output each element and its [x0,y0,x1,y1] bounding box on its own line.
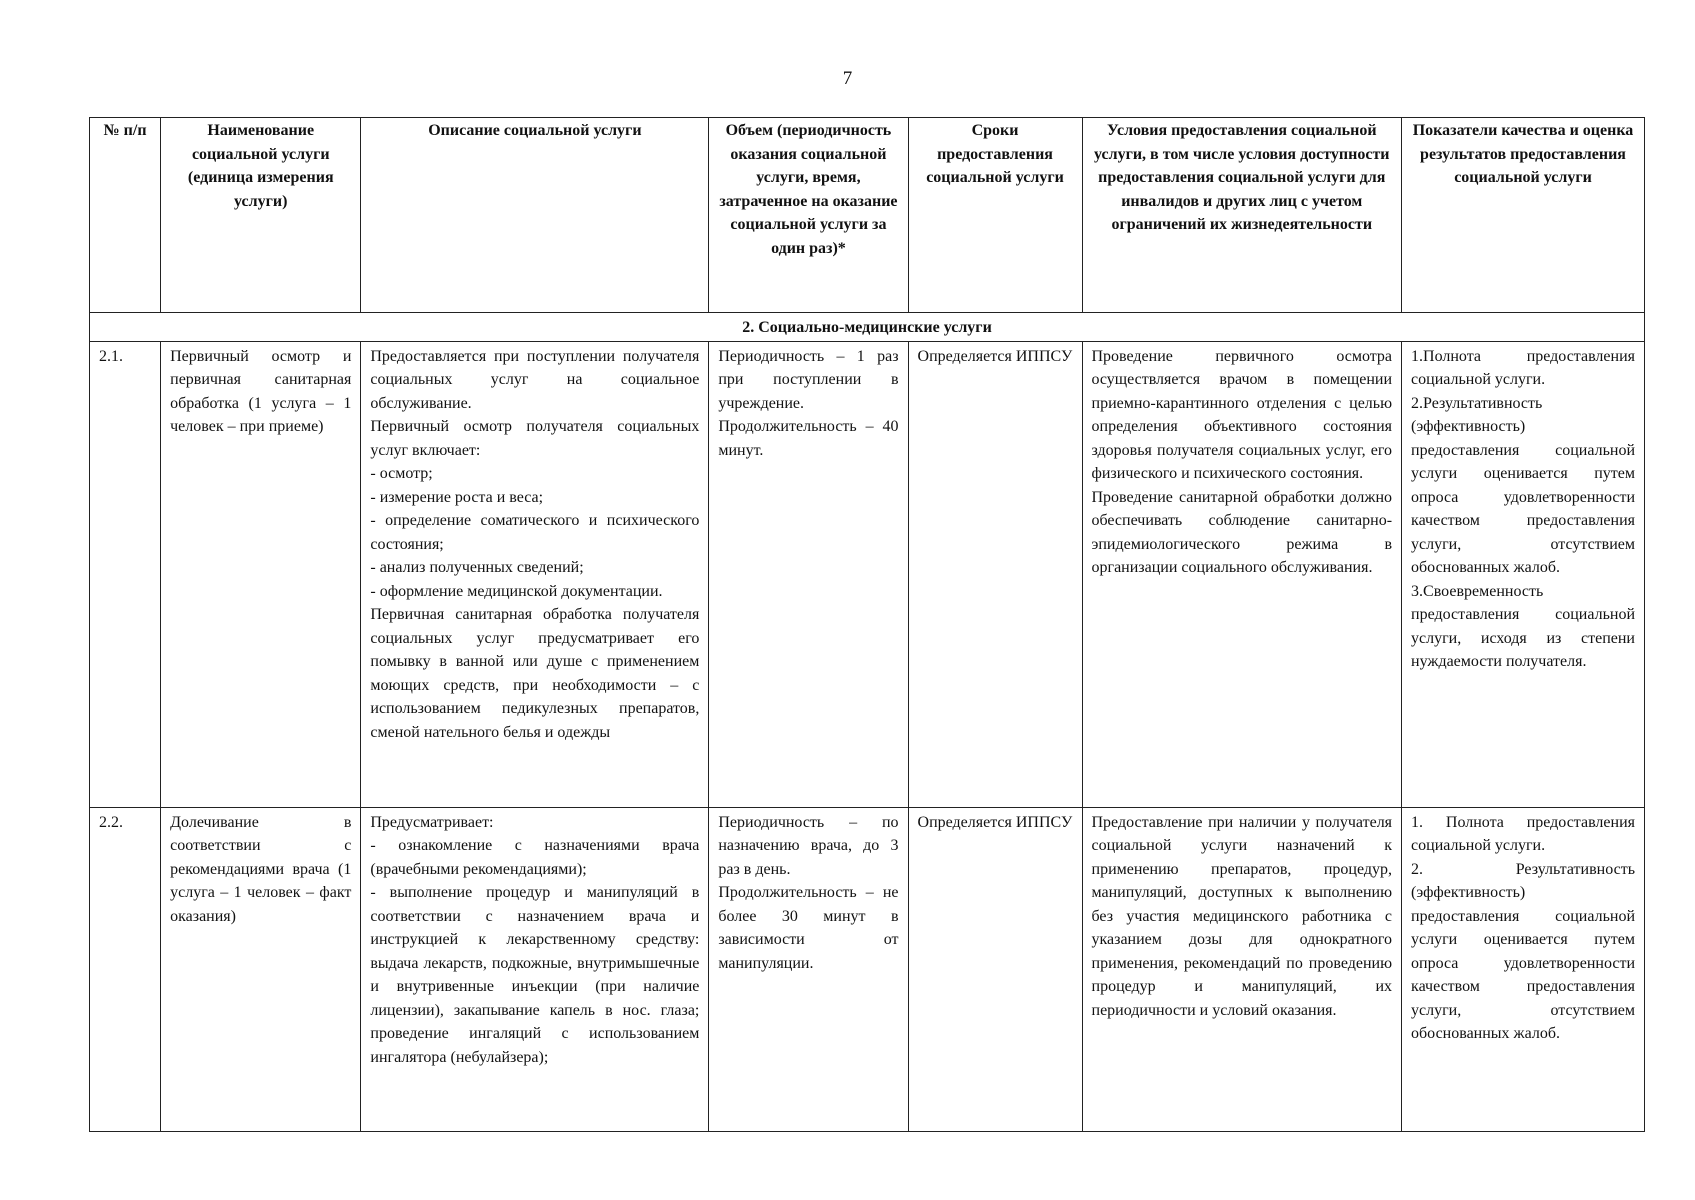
header-volume: Объем (периодичность оказания социальной услуги, время, затраченное на оказание социальной услуги за один раз)* [709,118,908,313]
row-num: 2.1. [90,341,161,807]
row-description [361,807,709,1131]
header-description: Описание социальной услуги [361,118,709,313]
description-line: Первичная санитарная обработка получателя социальных услуг предусматривает его помывку в ванной или душе с применением моющих средств, при необходимости – с использованием педикулезных препаратов, сменой нательного белья и одежды [370,606,700,741]
volume-line: Периодичность – по назначению врача, до 3 раз в день. [718,813,899,878]
volume-line: Продолжительность – не более 30 минут в зависимости от манипуляции. [718,884,899,972]
header-quality: Показатели качества и оценка результатов предоставления социальной услуги [1402,118,1645,313]
quality-line: 2. Результативность (эффективность) предоставления социальной услуги оценивается путем опроса удовлетворенности качеством предоставления услуги, отсутствием обоснованных жалоб. [1411,860,1635,1042]
page-number: 7 [842,68,853,89]
table-row [90,341,1645,807]
description-line: - измерение роста и веса; [370,488,544,506]
row-volume [709,341,908,807]
row-description [361,341,709,807]
row-volume [709,807,908,1131]
section-row [90,313,1645,342]
quality-line: 1.Полнота предоставления социальной услуги. [1411,347,1635,388]
row-terms: Определяется ИППСУ [908,807,1082,1131]
volume-line: Периодичность – 1 раз при поступлении в учреждение. [718,347,899,412]
row-conditions [1082,341,1402,807]
description-line: - выполнение процедур и манипуляций в соответствии с назначением врача и инструкцией к лекарственному средству: выдача лекарств, подкожные, внутримышечные и внутривенные инъекции (при наличие лицензии), закапывание капель в нос. глаза; проведение ингаляций с использованием ингалятора (небулайзера); [370,884,700,1066]
volume-line: Продолжительность – 40 минут. [718,418,899,459]
description-line: Первичный осмотр получателя социальных услуг включает: [370,418,700,459]
conditions-line: Проведение первичного осмотра осуществляется врачом в помещении приемно-карантинного отделения с целью определения объективного состояния здоровья получателя социальных услуг, его физического и психического состояния. [1091,347,1393,482]
row-quality [1402,341,1645,807]
row-num: 2.2. [90,807,161,1131]
header-conditions: Условия предоставления социальной услуги, в том числе условия доступности предоставления социальной услуги для инвалидов и других лиц с учетом ограничений их жизнедеятельности [1082,118,1402,313]
header-terms: Сроки предоставления социальной услуги [908,118,1082,313]
header-num: № п/п [90,118,161,313]
description-line: - осмотр; [370,465,433,482]
description-line: - оформление медицинской документации. [370,582,663,600]
row-name: Долечивание в соответствии с рекомендациями врача (1 услуга – 1 человек – факт оказания) [161,807,361,1131]
conditions-line: Предоставление при наличии у получателя социальной услуги назначений к применению препаратов, процедур, манипуляций, доступных к выполнению без участия медицинского работника с указанием дозы для однократного применения, рекомендаций по проведению процедур и манипуляций, их периодичности и условий оказания. [1091,813,1393,1019]
description-line: - ознакомление с назначениями врача (врачебными рекомендациями); [370,837,700,878]
conditions-line: Проведение санитарной обработки должно обеспечивать соблюдение санитарно-эпидемиологического режима в организации социального обслуживания. [1091,488,1393,576]
table-row [90,807,1645,1131]
header-row [90,118,1645,313]
quality-line: 2.Результативность (эффективность) предоставления социальной услуги оценивается путем опроса удовлетворенности качеством предоставления услуги, отсутствием обоснованных жалоб. [1411,394,1635,576]
description-line: Предоставляется при поступлении получателя социальных услуг на социальное обслуживание. [370,347,700,412]
row-name: Первичный осмотр и первичная санитарная обработка (1 услуга – 1 человек – при приеме) [161,341,361,807]
row-conditions [1082,807,1402,1131]
header-name: Наименование социальной услуги (единица измерения услуги) [161,118,361,313]
description-line: - определение соматического и психического состояния; [370,512,700,553]
section-title: 2. Социально-медицинские услуги [90,313,1645,342]
services-table [89,117,1645,1132]
quality-line: 1. Полнота предоставления социальной услуги. [1411,813,1635,854]
description-line: - анализ полученных сведений; [370,559,584,576]
row-quality [1402,807,1645,1131]
row-terms: Определяется ИППСУ [908,341,1082,807]
description-line: Предусматривает: [370,813,494,831]
quality-line: 3.Своевременность предоставления социальной услуги, исходя из степени нуждаемости получателя. [1411,582,1635,670]
